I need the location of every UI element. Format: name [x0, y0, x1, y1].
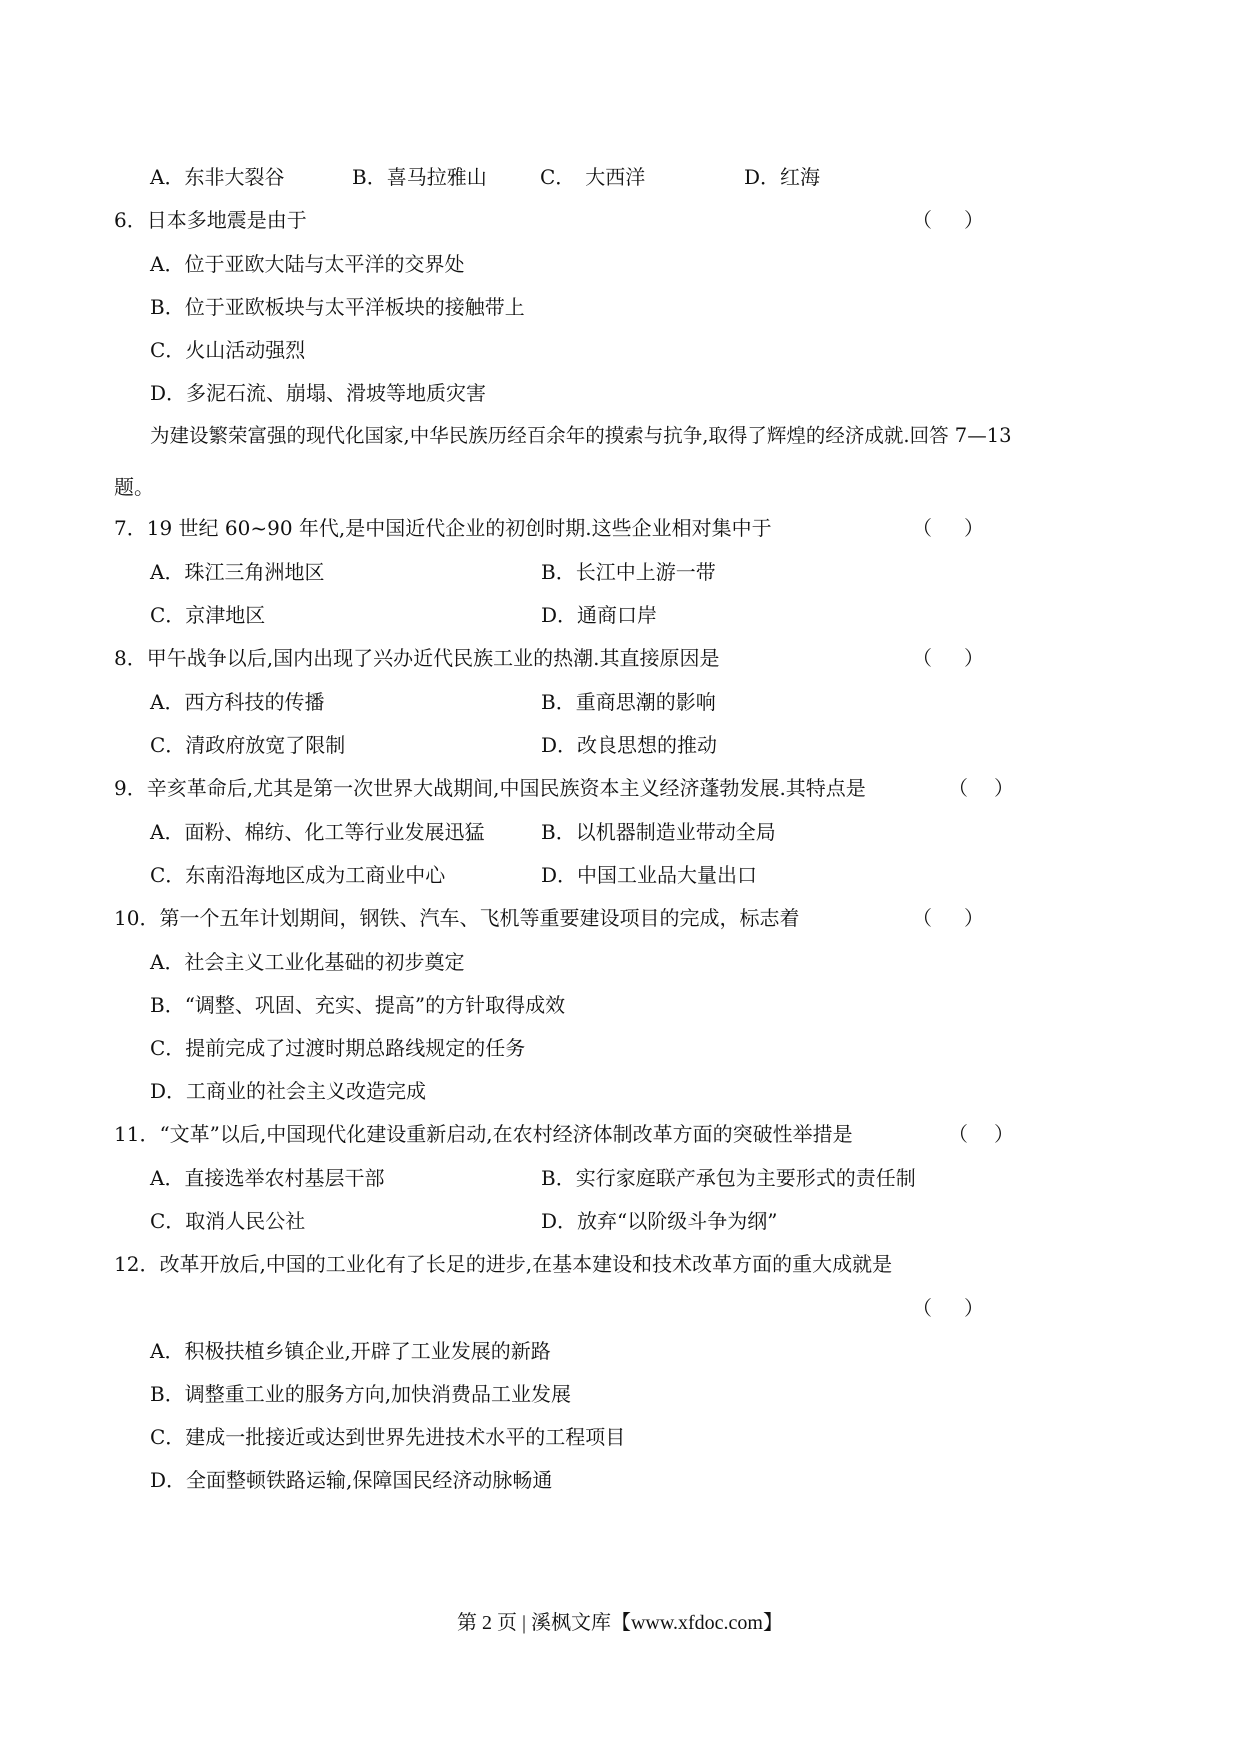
intro-line-1: 为建设繁荣富强的现代化国家,中华民族历经百余年的摸索与抗争,取得了辉煌的经济成就.回答 7—13 — [150, 424, 1012, 447]
q12-option-d: D．全面整顿铁路运输,保障国民经济动脉畅通 — [150, 1468, 553, 1492]
q6-option-a: A．位于亚欧大陆与太平洋的交界处 — [150, 252, 465, 276]
q6-option-d: D．多泥石流、崩塌、滑坡等地质灾害 — [150, 381, 487, 405]
q9-option-c: C．东南沿海地区成为工商业中心 — [150, 863, 446, 887]
q9-stem: 9．辛亥革命后,尤其是第一次世界大战期间,中国民族资本主义经济蓬勃发展.其特点是 — [114, 776, 866, 800]
q7-option-a: A．珠江三角洲地区 — [150, 560, 325, 584]
q7-option-c: C．京津地区 — [150, 603, 266, 627]
q8-option-b: B．重商思潮的影响 — [541, 690, 716, 714]
q9-option-d: D．中国工业品大量出口 — [541, 863, 758, 887]
q10-stem: 10．第一个五年计划期间，钢铁、汽车、飞机等重要建设项目的完成，标志着 — [114, 906, 800, 930]
page-footer: 第 2 页 | 溪枫文库【www.xfdoc.com】 — [456, 1612, 783, 1634]
q5-option-a: A．东非大裂谷 — [150, 165, 285, 189]
q6-option-c: C．火山活动强烈 — [150, 338, 306, 362]
q10-option-a: A．社会主义工业化基础的初步奠定 — [150, 950, 465, 974]
q11-stem: 11．“文革”以后,中国现代化建设重新启动,在农村经济体制改革方面的突破性举措是 — [114, 1122, 853, 1146]
q12-option-c: C．建成一批接近或达到世界先进技术水平的工程项目 — [150, 1425, 626, 1449]
q12-option-a: A．积极扶植乡镇企业,开辟了工业发展的新路 — [150, 1339, 551, 1363]
q9-option-a: A．面粉、棉纺、化工等行业发展迅猛 — [150, 820, 485, 844]
q6-stem: 6．日本多地震是由于 — [114, 208, 307, 232]
q7-option-b: B．长江中上游一带 — [541, 560, 716, 584]
q7-option-d: D．通商口岸 — [541, 603, 658, 627]
q8-option-a: A．西方科技的传播 — [150, 690, 325, 714]
q10-option-b: B．“调整、巩固、充实、提高”的方针取得成效 — [150, 993, 566, 1017]
q12-option-b: B．调整重工业的服务方向,加快消费品工业发展 — [150, 1382, 572, 1406]
q12-stem: 12．改革开放后,中国的工业化有了长足的进步,在基本建设和技术改革方面的重大成就是 — [114, 1252, 893, 1276]
q11-option-c: C．取消人民公社 — [150, 1209, 306, 1233]
q9-option-b: B．以机器制造业带动全局 — [541, 820, 776, 844]
q8-option-d: D．改良思想的推动 — [541, 733, 718, 757]
q6-option-b: B．位于亚欧板块与太平洋板块的接触带上 — [150, 295, 525, 319]
q11-option-a: A．直接选举农村基层干部 — [150, 1166, 385, 1190]
q11-option-b: B．实行家庭联产承包为主要形式的责任制 — [541, 1166, 916, 1190]
q5-option-c: C． 大西洋 — [540, 165, 646, 189]
q5-option-b: B．喜马拉雅山 — [352, 165, 487, 189]
q8-stem: 8．甲午战争以后,国内出现了兴办近代民族工业的热潮.其直接原因是 — [114, 646, 720, 670]
intro-line-2: 题。 — [114, 475, 154, 499]
q11-option-d: D．放弃“以阶级斗争为纲” — [541, 1209, 778, 1233]
q8-option-c: C．清政府放宽了限制 — [150, 733, 346, 757]
q7-stem: 7．19 世纪 60~90 年代,是中国近代企业的初创时期.这些企业相对集中于 — [114, 516, 772, 540]
q10-option-c: C．提前完成了过渡时期总路线规定的任务 — [150, 1036, 526, 1060]
q10-option-d: D．工商业的社会主义改造完成 — [150, 1079, 427, 1103]
q5-option-d: D．红海 — [744, 165, 821, 189]
